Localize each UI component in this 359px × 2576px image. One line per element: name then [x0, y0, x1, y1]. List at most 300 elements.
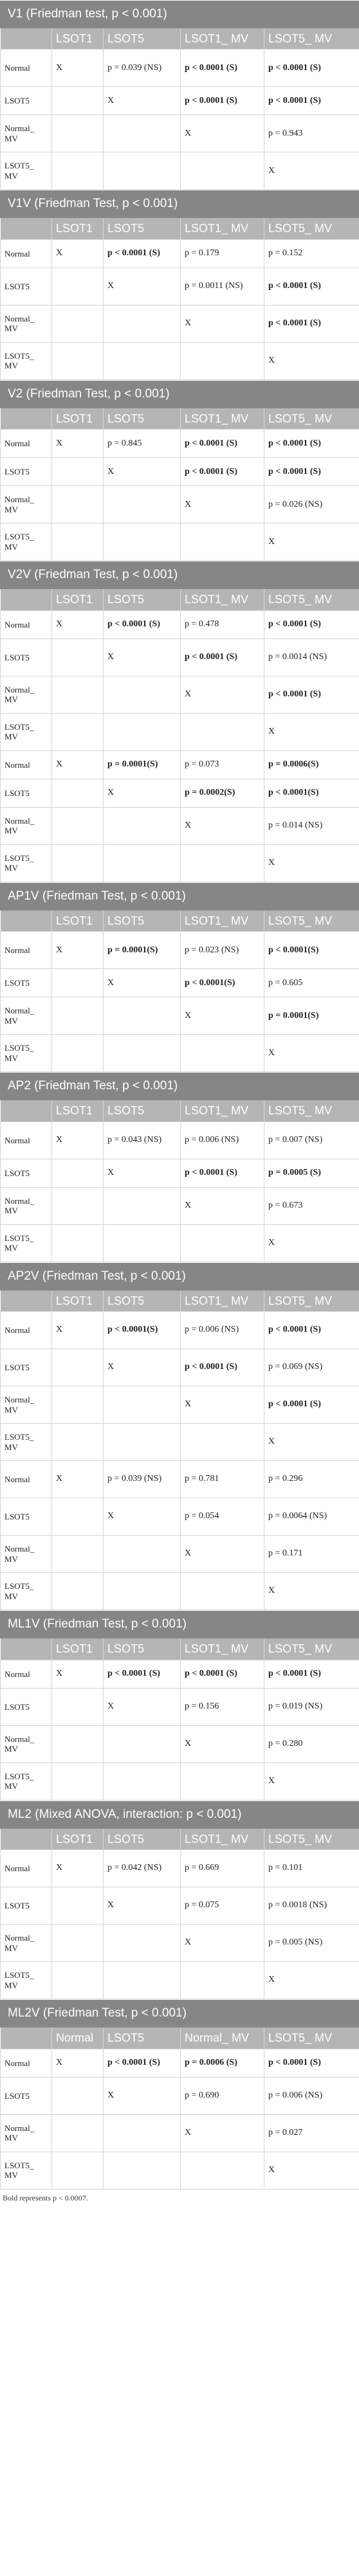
column-header [1, 1829, 52, 1850]
comparison-table [0, 1291, 359, 1611]
significant-value: p < 0.0001 (S) [107, 619, 160, 630]
significant-value: p < 0.0001 (S) [185, 95, 237, 105]
table-cell: p = 0.296 [264, 1461, 359, 1498]
table-cell: p = 0.845 [104, 430, 181, 458]
table-row [1, 1424, 359, 1461]
table-cell [181, 1660, 264, 1688]
table-cell [52, 458, 104, 486]
table-cell [264, 997, 359, 1035]
table-cell [52, 1386, 104, 1424]
column-header: LSOT1_ MV [181, 1100, 264, 1121]
column-header: LSOT1 [52, 1829, 104, 1850]
row-label: LSOT5 [1, 779, 52, 807]
table-cell [52, 1187, 104, 1224]
column-header: LSOT1 [52, 408, 104, 430]
table-cell [52, 268, 104, 305]
significant-value: p < 0.0001 (S) [268, 95, 321, 105]
table-cell [104, 2049, 181, 2077]
table-cell: p = 0.006 (NS) [264, 2077, 359, 2114]
row-label: LSOT5 [1, 268, 52, 305]
comparison-table [0, 1829, 359, 2000]
row-label: Normal_ MV [1, 115, 52, 152]
column-header: LSOT1_ MV [181, 1291, 264, 1312]
table-cell: X [264, 1962, 359, 1999]
column-header: LSOT1 [52, 218, 104, 239]
table-cell: p = 0.042 (NS) [104, 1850, 181, 1887]
table-row [1, 87, 359, 115]
column-header: LSOT5 [104, 408, 181, 430]
table-cell: p = 0.069 (NS) [264, 1349, 359, 1386]
table-cell [264, 305, 359, 342]
table-row [1, 50, 359, 87]
table-cell [181, 50, 264, 87]
table-row [1, 486, 359, 523]
table-cell [181, 87, 264, 115]
table-cell [181, 1763, 264, 1800]
table-cell [181, 430, 264, 458]
row-label: Normal [1, 750, 52, 779]
table-cell [104, 750, 181, 779]
column-header: LSOT1_ MV [181, 589, 264, 610]
table-row [1, 1312, 359, 1349]
table-cell: X [104, 458, 181, 486]
table-row [1, 639, 359, 676]
column-header [1, 2027, 52, 2049]
table-row [1, 1121, 359, 1159]
significant-value: p = 0.0006(S) [268, 759, 319, 770]
table-row [1, 969, 359, 997]
row-label: LSOT5_ MV [1, 2152, 52, 2189]
table-cell [52, 1925, 104, 1962]
comparison-table [0, 1638, 359, 1800]
table-cell: p = 0.007 (NS) [264, 1121, 359, 1159]
table-cell [52, 1573, 104, 1610]
column-header: LSOT5_ MV [264, 1291, 359, 1312]
table-row [1, 1386, 359, 1424]
table-row [1, 713, 359, 750]
row-label: Normal_ MV [1, 1725, 52, 1763]
table-cell: X [181, 115, 264, 152]
comparison-table [0, 2027, 359, 2190]
table-cell [104, 1962, 181, 1999]
column-header: LSOT1_ MV [181, 911, 264, 932]
table-cell: X [104, 969, 181, 997]
table-cell [104, 2152, 181, 2189]
table-cell [264, 932, 359, 969]
table-cell: X [264, 152, 359, 190]
row-label: Normal [1, 50, 52, 87]
significant-value: p < 0.0001 (S) [268, 62, 321, 73]
table-title: V1V (Friedman Test, p < 0.001) [0, 190, 359, 218]
significant-value: p = 0.0002(S) [185, 788, 235, 798]
row-label: Normal [1, 239, 52, 268]
table-cell [181, 1159, 264, 1187]
table-row [1, 1035, 359, 1072]
column-header: LSOT5_ MV [264, 28, 359, 50]
significant-value: p < 0.0001 (S) [268, 1668, 321, 1678]
footnote: Bold represents p < 0.0007. [3, 2193, 88, 2202]
table-cell [104, 523, 181, 561]
row-label: Normal_ MV [1, 305, 52, 342]
table-cell: p = 0.156 [181, 1688, 264, 1725]
row-label: LSOT5_ MV [1, 1573, 52, 1610]
table-cell [104, 1224, 181, 1262]
row-label: LSOT5 [1, 639, 52, 676]
table-cell [52, 1498, 104, 1536]
table-title: ML1V (Friedman Test, p < 0.001) [0, 1610, 359, 1638]
row-label: LSOT5_ MV [1, 1424, 52, 1461]
row-label: LSOT5 [1, 87, 52, 115]
table-cell [104, 486, 181, 523]
row-label: Normal [1, 1850, 52, 1887]
significant-value: p < 0.0001 (S) [268, 619, 321, 630]
column-header: LSOT1_ MV [181, 218, 264, 239]
column-header [1, 911, 52, 932]
table-cell [104, 610, 181, 639]
row-label: LSOT5_ MV [1, 1035, 52, 1072]
row-label: Normal_ MV [1, 1386, 52, 1424]
significant-value: p < 0.0001 (S) [185, 466, 237, 476]
table-cell [264, 750, 359, 779]
table-title: V1 (Friedman test, p < 0.001) [0, 0, 359, 28]
row-label: Normal [1, 1660, 52, 1688]
row-label: Normal [1, 430, 52, 458]
table-cell [181, 1424, 264, 1461]
table-cell: p = 0.073 [181, 750, 264, 779]
table-row [1, 523, 359, 561]
table-cell: p = 0.019 (NS) [264, 1688, 359, 1725]
column-header [1, 28, 52, 50]
table-cell [52, 639, 104, 676]
column-header: LSOT5_ MV [264, 1100, 359, 1121]
table-cell: X [181, 2114, 264, 2152]
table-row [1, 1187, 359, 1224]
table-cell: X [104, 1159, 181, 1187]
significant-value: p < 0.0001 (S) [107, 1668, 160, 1678]
table-cell [52, 342, 104, 379]
table-cell: X [181, 486, 264, 523]
table-cell: X [52, 1461, 104, 1498]
table-cell: X [264, 1424, 359, 1461]
significant-value: p < 0.0001 (S) [268, 1399, 321, 1410]
row-label: Normal [1, 2049, 52, 2077]
table-cell [181, 523, 264, 561]
significant-value: p = 0.0006 (S) [185, 2057, 237, 2067]
table-cell: p = 0.673 [264, 1187, 359, 1224]
column-header: LSOT5_ MV [264, 408, 359, 430]
significant-value: p < 0.0001 (S) [268, 318, 321, 329]
table-cell [104, 1660, 181, 1688]
table-cell: X [181, 1725, 264, 1763]
table-cell: X [52, 430, 104, 458]
table-cell [104, 152, 181, 190]
table-cell [104, 1035, 181, 1072]
table-cell [181, 1224, 264, 1262]
table-cell: X [104, 1688, 181, 1725]
column-header: LSOT1 [52, 1638, 104, 1660]
table-row [1, 152, 359, 190]
table-row [1, 1224, 359, 1262]
table-row [1, 1688, 359, 1725]
table-cell: p = 0.014 (NS) [264, 807, 359, 844]
table-cell: X [52, 1850, 104, 1887]
table-cell [181, 2152, 264, 2189]
column-header: LSOT1_ MV [181, 1638, 264, 1660]
table-row [1, 115, 359, 152]
column-header: LSOT1 [52, 1100, 104, 1121]
table-row [1, 1962, 359, 1999]
table-row [1, 610, 359, 639]
column-header: LSOT5 [104, 218, 181, 239]
significant-value: p < 0.0001 (S) [268, 438, 321, 448]
column-header: LSOT5_ MV [264, 1829, 359, 1850]
table-row [1, 997, 359, 1035]
table-cell: X [264, 1573, 359, 1610]
table-cell: X [52, 2049, 104, 2077]
column-header: Normal [52, 2027, 104, 2049]
table-cell: X [181, 1925, 264, 1962]
table-cell: X [181, 1536, 264, 1573]
row-label: Normal [1, 1461, 52, 1498]
row-label: LSOT5 [1, 969, 52, 997]
row-label: LSOT5_ MV [1, 1763, 52, 1800]
table-cell [264, 458, 359, 486]
table-row [1, 1498, 359, 1536]
table-title: ML2 (Mixed ANOVA, interaction: p < 0.001) [0, 1800, 359, 1829]
table-cell [104, 1763, 181, 1800]
table-cell [52, 807, 104, 844]
table-cell [264, 87, 359, 115]
significant-value: p < 0.0001 (S) [185, 438, 237, 448]
significant-value: p < 0.0001 (S) [268, 689, 321, 700]
table-cell: p = 0.781 [181, 1461, 264, 1498]
table-cell [52, 1349, 104, 1386]
row-label: LSOT5_ MV [1, 152, 52, 190]
table-cell [104, 1386, 181, 1424]
table-cell [52, 1725, 104, 1763]
row-label: Normal_ MV [1, 997, 52, 1035]
table-cell [104, 1187, 181, 1224]
table-row [1, 1573, 359, 1610]
significant-value: p = 0.0001(S) [268, 1010, 319, 1020]
table-cell [52, 997, 104, 1035]
table-cell [52, 1224, 104, 1262]
table-row [1, 1349, 359, 1386]
column-header: LSOT1 [52, 589, 104, 610]
table-row [1, 342, 359, 379]
significant-value: p < 0.0001(S) [107, 1325, 158, 1335]
table-cell: X [181, 305, 264, 342]
row-label: Normal_ MV [1, 676, 52, 713]
table-cell [52, 713, 104, 750]
table-cell [52, 2114, 104, 2152]
table-row [1, 430, 359, 458]
table-cell [52, 1035, 104, 1072]
table-title: V2 (Friedman Test, p < 0.001) [0, 380, 359, 408]
table-cell [52, 523, 104, 561]
column-header: LSOT5 [104, 1829, 181, 1850]
row-label: Normal_ MV [1, 1925, 52, 1962]
significant-value: p < 0.0001(S) [268, 788, 319, 798]
column-header: LSOT1 [52, 911, 104, 932]
table-cell [52, 2152, 104, 2189]
table-cell: p = 0.0014 (NS) [264, 639, 359, 676]
table-cell [52, 115, 104, 152]
significant-value: p < 0.0001(S) [268, 945, 319, 955]
table-cell: X [52, 239, 104, 268]
table-cell: X [264, 1763, 359, 1800]
column-header: Normal_ MV [181, 2027, 264, 2049]
table-cell: X [264, 844, 359, 882]
table-cell [264, 268, 359, 305]
table-cell: p = 0.171 [264, 1536, 359, 1573]
row-label: LSOT5 [1, 1688, 52, 1725]
table-row [1, 305, 359, 342]
table-cell: X [264, 2152, 359, 2189]
row-label: Normal_ MV [1, 2114, 52, 2152]
table-cell: X [264, 1224, 359, 1262]
column-header: LSOT5_ MV [264, 1638, 359, 1660]
significant-value: p = 0.0005 (S) [268, 1168, 321, 1177]
table-cell: X [264, 523, 359, 561]
column-header: LSOT1_ MV [181, 28, 264, 50]
table-cell [52, 969, 104, 997]
column-header: LSOT1_ MV [181, 408, 264, 430]
table-cell: X [181, 1187, 264, 1224]
column-header: LSOT5 [104, 1291, 181, 1312]
table-cell: p = 0.005 (NS) [264, 1925, 359, 1962]
table-cell: p = 0.039 (NS) [104, 1461, 181, 1498]
table-cell [52, 152, 104, 190]
row-label: LSOT5 [1, 1887, 52, 1925]
table-cell [52, 87, 104, 115]
table-cell [264, 1159, 359, 1187]
table-cell: X [104, 87, 181, 115]
table-cell [52, 486, 104, 523]
table-title: ML2V (Friedman Test, p < 0.001) [0, 1999, 359, 2027]
table-row [1, 2049, 359, 2077]
comparison-table [0, 218, 359, 380]
table-cell: p = 0.669 [181, 1850, 264, 1887]
table-cell [52, 305, 104, 342]
table-cell [104, 342, 181, 379]
table-cell [181, 458, 264, 486]
column-header: LSOT5_ MV [264, 589, 359, 610]
table-cell: X [181, 807, 264, 844]
column-header [1, 1638, 52, 1660]
table-cell: p = 0.943 [264, 115, 359, 152]
column-header: LSOT5_ MV [264, 2027, 359, 2049]
table-cell [52, 1688, 104, 1725]
row-label: Normal_ MV [1, 1536, 52, 1573]
table-row [1, 1887, 359, 1925]
table-cell [181, 969, 264, 997]
row-label: LSOT5_ MV [1, 1962, 52, 1999]
table-cell [181, 779, 264, 807]
significant-value: p < 0.0001 (S) [107, 2057, 160, 2067]
table-cell [181, 2049, 264, 2077]
table-cell [181, 1035, 264, 1072]
table-cell [104, 1725, 181, 1763]
column-header [1, 218, 52, 239]
table-cell [104, 2114, 181, 2152]
table-cell: X [52, 1121, 104, 1159]
table-cell [181, 713, 264, 750]
significant-value: p = 0.0001(S) [107, 945, 158, 955]
significant-value: p < 0.0001 (S) [107, 248, 160, 259]
significant-value: p < 0.0001 (S) [185, 1362, 237, 1372]
table-cell [264, 779, 359, 807]
table-cell: X [52, 610, 104, 639]
table-row [1, 1850, 359, 1887]
table-row [1, 844, 359, 882]
table-cell [104, 713, 181, 750]
table-row [1, 268, 359, 305]
table-row [1, 1725, 359, 1763]
table-row [1, 2114, 359, 2152]
table-row [1, 1660, 359, 1688]
table-cell [104, 1925, 181, 1962]
comparison-table [0, 911, 359, 1073]
table-row [1, 2152, 359, 2189]
table-cell [52, 1962, 104, 1999]
significant-value: p < 0.0001 (S) [185, 1668, 237, 1678]
table-cell [264, 1312, 359, 1349]
row-label: Normal_ MV [1, 1187, 52, 1224]
table-cell: p = 0.478 [181, 610, 264, 639]
table-cell: X [264, 342, 359, 379]
table-row [1, 779, 359, 807]
table-cell [104, 1536, 181, 1573]
table-cell: p = 0.101 [264, 1850, 359, 1887]
table-cell: p = 0.0064 (NS) [264, 1498, 359, 1536]
table-cell: X [181, 676, 264, 713]
table-cell [52, 676, 104, 713]
table-title: AP2 (Friedman Test, p < 0.001) [0, 1072, 359, 1100]
table-cell: p = 0.027 [264, 2114, 359, 2152]
row-label: LSOT5 [1, 1159, 52, 1187]
table-cell: p = 0.280 [264, 1725, 359, 1763]
comparison-table [0, 589, 359, 882]
table-cell: X [264, 713, 359, 750]
row-label: Normal [1, 1312, 52, 1349]
table-cell [264, 430, 359, 458]
table-cell [264, 1386, 359, 1424]
row-label: LSOT5 [1, 1349, 52, 1386]
table-row [1, 1536, 359, 1573]
table-cell [104, 676, 181, 713]
table-cell: p = 0.0011 (NS) [181, 268, 264, 305]
table-cell [52, 1424, 104, 1461]
column-header: LSOT5_ MV [264, 911, 359, 932]
column-header: LSOT1 [52, 1291, 104, 1312]
significant-value: p < 0.0001 (S) [268, 281, 321, 291]
table-cell [181, 639, 264, 676]
table-cell: p = 0.605 [264, 969, 359, 997]
table-cell: p = 0.026 (NS) [264, 486, 359, 523]
row-label: LSOT5 [1, 458, 52, 486]
table-cell [264, 610, 359, 639]
table-cell: X [104, 2077, 181, 2114]
table-row [1, 1461, 359, 1498]
table-cell [181, 1573, 264, 1610]
significant-value: p < 0.0001 (S) [268, 2057, 321, 2067]
table-cell [181, 342, 264, 379]
significant-value: p = 0.0001(S) [107, 759, 158, 770]
column-header [1, 589, 52, 610]
table-cell: X [104, 1887, 181, 1925]
significant-value: p < 0.0001 (S) [185, 1168, 237, 1177]
